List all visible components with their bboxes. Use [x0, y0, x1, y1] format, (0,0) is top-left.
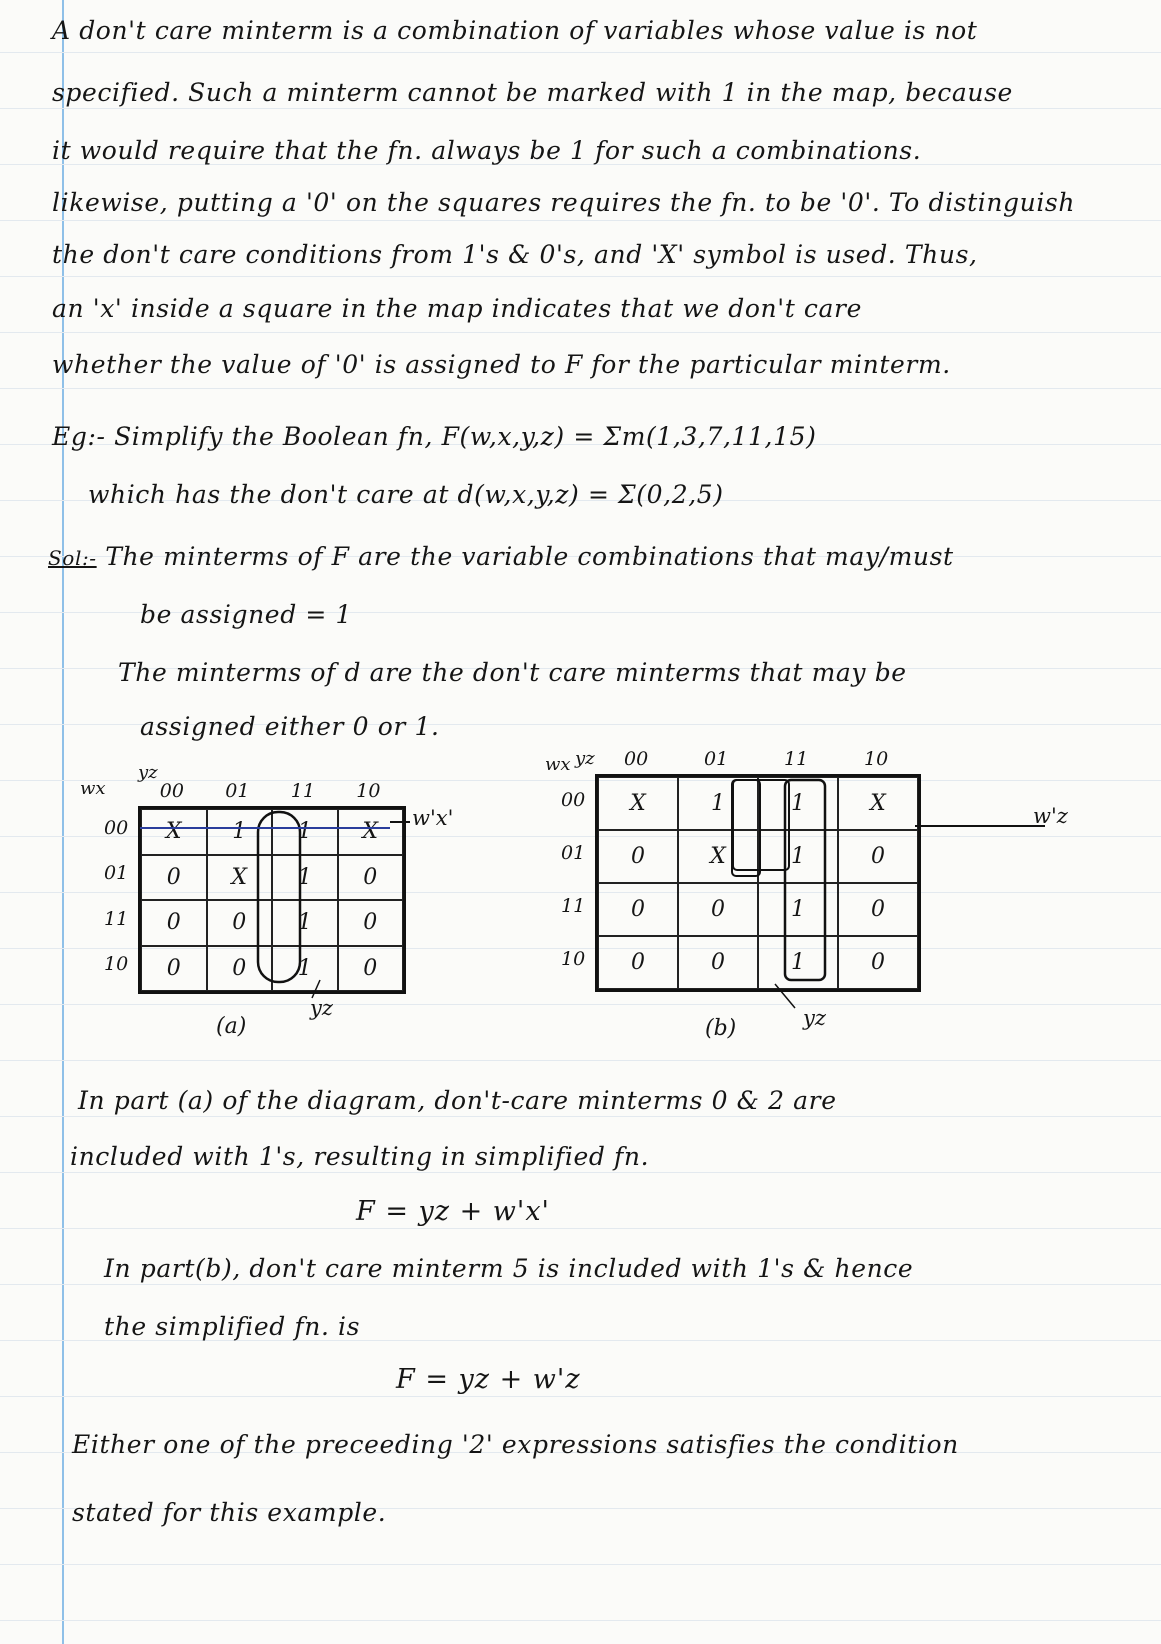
kmap-b-bottom-pointer [775, 984, 795, 1008]
kmap-cell: 0 [838, 830, 918, 883]
kmap-b-side-label: w'z [1033, 804, 1068, 828]
kmap-a-bottom-label: yz [310, 996, 333, 1020]
kmap-cell: X [598, 777, 678, 830]
ruled-line [0, 52, 1161, 53]
kmap-col-head: 00 [159, 780, 184, 802]
ruled-line [0, 220, 1161, 221]
kmap-b-yz-loop [785, 780, 825, 980]
kmap-col-head: 11 [784, 748, 809, 770]
kmap-cell: 1 [758, 777, 838, 830]
ruled-line [0, 276, 1161, 277]
kmap-cell: 0 [838, 883, 918, 936]
kmap-b [545, 748, 1105, 1048]
paragraph-line: specified. Such a minterm cannot be marked with 1 in the map, because [52, 78, 1013, 107]
example-line [52, 420, 1142, 454]
kmap-cell: 1 [272, 855, 338, 901]
kmap-a-yz-loop [258, 812, 300, 982]
kmap-cell: X [207, 855, 273, 901]
kmap-a-side-label: w'x' [412, 806, 454, 830]
kmap-cell: X [141, 809, 207, 855]
kmap-cell: 0 [141, 946, 207, 992]
kmap-col-head: 10 [356, 780, 381, 802]
kmap-row-head: 10 [104, 953, 129, 976]
kmap-a [80, 762, 500, 1052]
ruled-line [0, 1396, 1161, 1397]
kmap-col-head: 11 [290, 780, 315, 802]
solution-text: The minterms of F are the variable combinations that may/must [105, 542, 954, 571]
solution-line [48, 540, 1138, 575]
part-a-line: In part (a) of the diagram, don't-care minterms 0 & 2 are [78, 1086, 837, 1115]
solution-line: be assigned = 1 [140, 600, 352, 629]
kmap-cell: 1 [207, 809, 273, 855]
kmap-col-head: 01 [704, 748, 729, 770]
kmap-a-caption: (a) [216, 1014, 247, 1039]
kmap-cell: 0 [141, 855, 207, 901]
kmap-row-head: 11 [104, 907, 129, 930]
example-statement: Simplify the Boolean fn, F(w,x,y,z) = Σm(1,3,7,11,15) [114, 422, 817, 451]
ruled-line [0, 1060, 1161, 1061]
part-a-line: included with 1's, resulting in simplified fn. [70, 1142, 650, 1171]
kmap-row-head: 01 [561, 841, 586, 864]
kmap-row-head: 00 [104, 816, 129, 839]
kmap-cell: 1 [758, 936, 838, 989]
kmap-cell: 0 [598, 883, 678, 936]
paragraph-line: likewise, putting a '0' on the squares requires the fn. to be '0'. To distinguish [52, 188, 1076, 217]
ruled-line [0, 1620, 1161, 1621]
kmap-b-wz-loop [732, 780, 760, 876]
kmap-row-head: 00 [561, 788, 586, 811]
kmap-cell: 1 [758, 830, 838, 883]
kmap-cell: 0 [678, 936, 758, 989]
kmap-cell: 1 [678, 777, 758, 830]
ruled-line [0, 332, 1161, 333]
kmap-b-groupings [545, 748, 1105, 1048]
kmap-cell: 0 [678, 883, 758, 936]
kmap-cell: 1 [758, 883, 838, 936]
kmap-cell: 1 [272, 946, 338, 992]
paragraph-line: an 'x' inside a square in the map indicates that we don't care [52, 294, 862, 323]
kmap-cell: 0 [338, 900, 404, 946]
paragraph-line: the don't care conditions from 1's & 0's, and 'X' symbol is used. Thus, [52, 240, 978, 269]
example-dont-care-line: which has the don't care at d(w,x,y,z) = Σ(0,2,5) [88, 480, 724, 509]
kmap-row-head: 11 [561, 894, 586, 917]
kmap-row-head: 10 [561, 947, 586, 970]
ruled-line [0, 1228, 1161, 1229]
kmap-cell: 1 [272, 900, 338, 946]
closing-line: Either one of the preceeding '2' expressions satisfies the condition [72, 1430, 959, 1459]
kmap-cell: 0 [598, 936, 678, 989]
kmap-a-col-var: yz [138, 762, 158, 783]
kmap-row-head: 01 [104, 862, 129, 885]
kmap-cell: 0 [838, 936, 918, 989]
kmap-cell: 0 [338, 855, 404, 901]
kmap-cell: 0 [207, 900, 273, 946]
kmap-a-row-var: wx [80, 778, 106, 799]
kmap-b-bottom-label: yz [803, 1006, 826, 1030]
part-b-equation: F = yz + w'z [396, 1364, 581, 1395]
part-a-equation: F = yz + w'x' [356, 1196, 550, 1227]
kmap-cell: 1 [272, 809, 338, 855]
part-b-line: In part(b), don't care minterm 5 is included with 1's & hence [104, 1254, 914, 1283]
kmap-cell: X [838, 777, 918, 830]
ruled-line [0, 1564, 1161, 1565]
kmap-cell: X [338, 809, 404, 855]
kmap-b-row-var: wx [545, 754, 571, 775]
solution-prefix: Sol:- [48, 546, 97, 570]
solution-line: The minterms of d are the don't care minterms that may be [118, 658, 907, 687]
kmap-cell: 0 [141, 900, 207, 946]
part-b-line: the simplified fn. is [104, 1312, 361, 1341]
kmap-col-head: 00 [624, 748, 649, 770]
kmap-cell: 0 [598, 830, 678, 883]
paragraph-line: whether the value of '0' is assigned to F for the particular minterm. [52, 350, 951, 379]
kmap-b-caption: (b) [705, 1016, 737, 1041]
kmap-col-head: 10 [864, 748, 889, 770]
closing-line: stated for this example. [72, 1498, 387, 1527]
solution-line: assigned either 0 or 1. [140, 712, 440, 741]
ruled-line [0, 388, 1161, 389]
kmap-cell: X [678, 830, 758, 883]
kmap-cell: 0 [207, 946, 273, 992]
kmap-col-head: 01 [225, 780, 250, 802]
kmap-b-col-var: yz [575, 748, 595, 769]
kmap-cell: 0 [338, 946, 404, 992]
example-prefix: Eg:- [52, 422, 106, 451]
paragraph-line: A don't care minterm is a combination of variables whose value is not [52, 16, 978, 45]
paragraph-line: it would require that the fn. always be 1 for such a combinations. [52, 136, 922, 165]
